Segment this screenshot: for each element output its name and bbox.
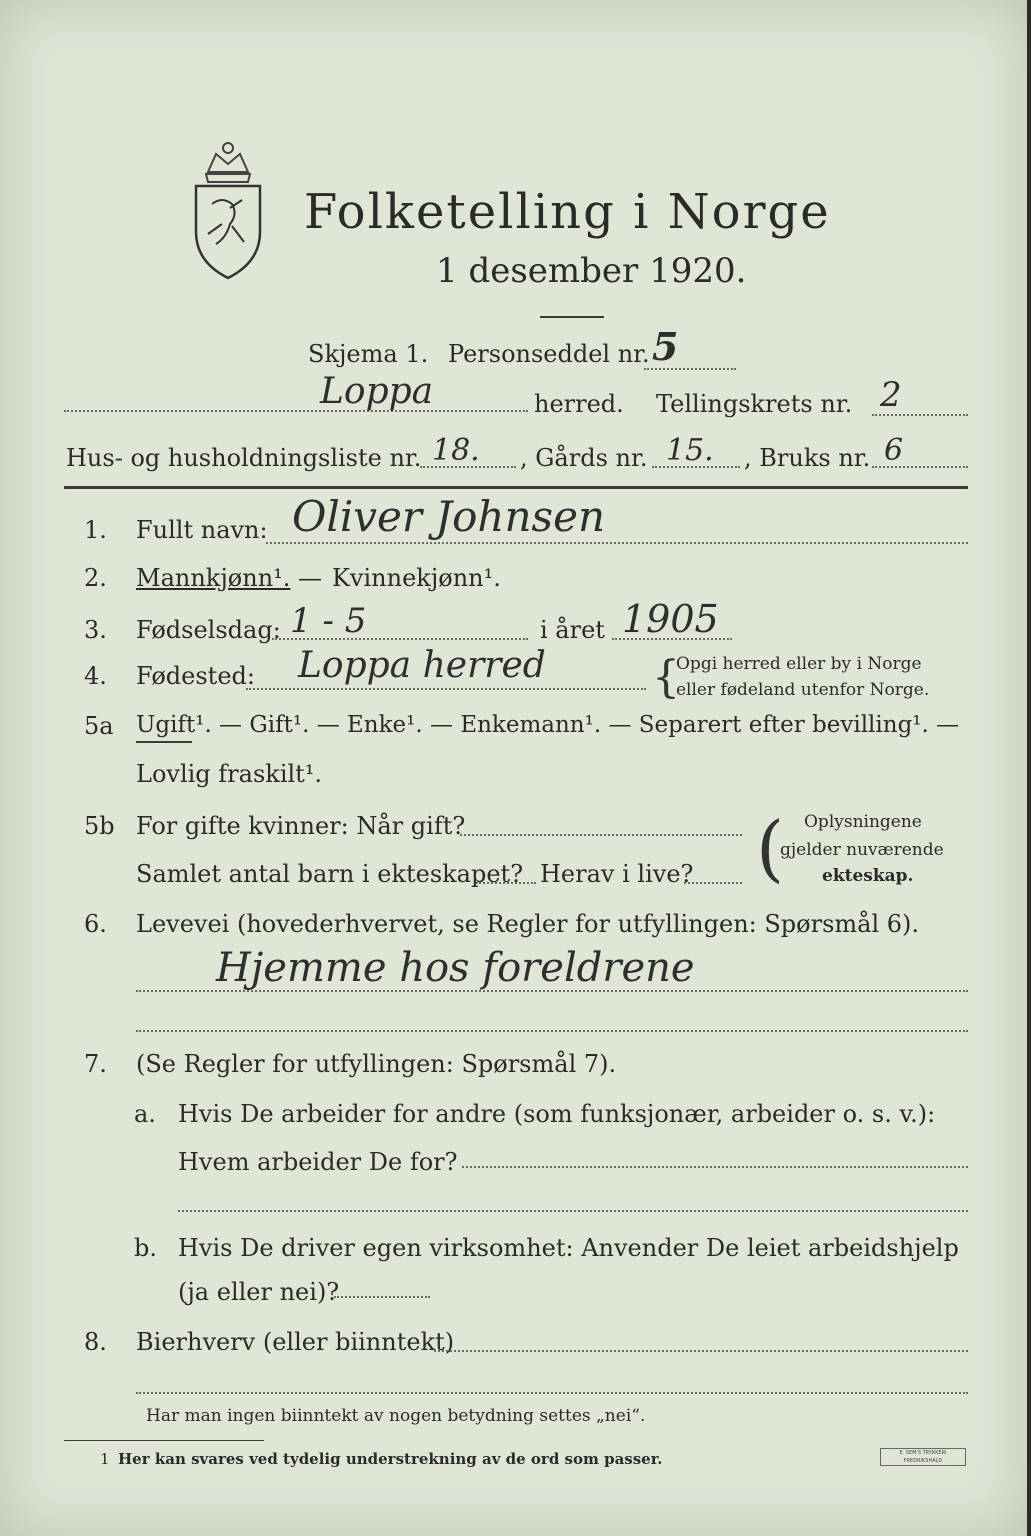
- q5b-brace: (: [756, 806, 785, 890]
- personseddel-label: Personseddel nr.: [448, 340, 650, 368]
- q7-number: 7.: [84, 1050, 107, 1078]
- gards-line: [652, 466, 740, 468]
- q3-birthday-line: [272, 638, 528, 640]
- q2-separator: —: [298, 564, 322, 592]
- footer-rule: [64, 1440, 264, 1441]
- q6-line1: [136, 990, 968, 992]
- footnote-number: 1: [100, 1450, 110, 1468]
- census-date: 1 desember 1920.: [436, 251, 747, 291]
- q5b-married-line: [460, 834, 742, 836]
- q3-year-label: i året: [540, 616, 605, 644]
- q7a-letter: a.: [134, 1100, 156, 1128]
- coat-of-arms-emblem: [186, 134, 270, 284]
- bruks-line: [872, 466, 968, 468]
- husholdningsliste-value[interactable]: 18.: [432, 433, 480, 468]
- q4-label: Fødested:: [136, 662, 255, 690]
- q7b-answer-line: [334, 1296, 430, 1298]
- q4-number: 4.: [84, 662, 107, 690]
- printer-stamp-text: E. SEM'S TRYKKERI FREDRIKSHALD: [899, 1450, 947, 1464]
- form-title: Folketelling i Norge: [304, 184, 831, 240]
- q8-answer-line: [434, 1350, 968, 1352]
- q4-note-line2: eller fødeland utenfor Norge.: [676, 680, 930, 700]
- q3-birthday-value[interactable]: 1 - 5: [290, 601, 367, 641]
- schema-label: Skjema 1.: [308, 340, 429, 368]
- q5a-number: 5a: [84, 712, 114, 740]
- q8-label: Bierhverv (eller biinntekt): [136, 1328, 455, 1356]
- q5b-note-line2: gjelder nuværende: [780, 840, 944, 860]
- footnote-text: Her kan svares ved tydelig understrekning av de ord som passer.: [118, 1450, 663, 1468]
- q4-note-line1: Opgi herred eller by i Norge: [676, 654, 922, 674]
- gards-value[interactable]: 15.: [666, 433, 714, 468]
- q4-birthplace-value[interactable]: Loppa herred: [298, 645, 546, 686]
- bruks-value[interactable]: 6: [884, 433, 904, 468]
- herred-label: herred.: [534, 390, 624, 418]
- q1-line: [266, 542, 968, 544]
- tellingskrets-label: Tellingskrets nr.: [656, 390, 853, 418]
- q3-label: Fødselsdag:: [136, 616, 281, 644]
- q5b-children-line: [476, 882, 536, 884]
- tellingskrets-line: [872, 414, 968, 416]
- q6-line2: [136, 1030, 968, 1032]
- q6-label: Levevei (hovederhvervet, se Regler for utfyllingen: Spørsmål 6).: [136, 910, 920, 938]
- q1-label: Fullt navn:: [136, 516, 268, 544]
- q1-full-name-value[interactable]: Oliver Johnsen: [292, 492, 605, 541]
- q7a-line1: Hvis De arbeider for andre (som funksjonær, arbeider o. s. v.):: [178, 1100, 936, 1128]
- q5b-note-line3: ekteskap.: [822, 866, 914, 886]
- q7b-letter: b.: [134, 1234, 157, 1262]
- gards-label: , Gårds nr.: [520, 444, 648, 472]
- q5b-alive-label: Herav i live?: [540, 860, 694, 888]
- q6-number: 6.: [84, 910, 107, 938]
- q8-number: 8.: [84, 1328, 107, 1356]
- q3-year-line: [612, 638, 732, 640]
- q5b-number: 5b: [84, 812, 115, 840]
- q5b-note-line1: Oplysningene: [804, 812, 922, 832]
- personseddel-line: [644, 368, 736, 370]
- q5b-children-label: Samlet antal barn i ekteskapet?: [136, 860, 524, 888]
- q5a-marital-options[interactable]: Ugift¹. — Gift¹. — Enke¹. — Enkemann¹. — Separert efter bevilling¹. —: [136, 712, 960, 738]
- q7b-line1: Hvis De driver egen virksomhet: Anvender De leiet arbeidshjelp: [178, 1234, 959, 1262]
- herred-value[interactable]: Loppa: [320, 371, 434, 412]
- q5b-alive-line: [684, 882, 742, 884]
- q7a-answer-line: [462, 1166, 968, 1168]
- q2-female-option[interactable]: Kvinnekjønn¹.: [332, 564, 501, 592]
- husholdningsliste-label: Hus- og husholdningsliste nr.: [66, 444, 422, 472]
- q3-number: 3.: [84, 616, 107, 644]
- q7a-answer-line2: [178, 1210, 968, 1212]
- q7-label: (Se Regler for utfyllingen: Spørsmål 7).: [136, 1050, 617, 1078]
- header-separator: [64, 486, 968, 489]
- q5a-ugift-underline: [136, 741, 192, 743]
- q4-line: [246, 688, 646, 690]
- q6-occupation-value[interactable]: Hjemme hos foreldrene: [216, 945, 695, 991]
- title-divider: [540, 316, 604, 318]
- personseddel-value[interactable]: 5: [652, 324, 679, 369]
- footer-note: Har man ingen biinntekt av nogen betydning settes „nei“.: [146, 1406, 646, 1426]
- q4-brace: {: [652, 652, 680, 703]
- bruks-label: , Bruks nr.: [744, 444, 871, 472]
- q2-male-option[interactable]: Mannkjønn¹.: [136, 564, 291, 592]
- printer-stamp: [880, 1448, 966, 1466]
- q3-year-value[interactable]: 1905: [622, 597, 719, 641]
- q7b-line2: (ja eller nei)?: [178, 1278, 340, 1306]
- tellingskrets-value[interactable]: 2: [880, 375, 902, 415]
- q8-answer-line2: [136, 1392, 968, 1394]
- q1-number: 1.: [84, 516, 107, 544]
- hus-line: [420, 466, 516, 468]
- q7a-line2: Hvem arbeider De for?: [178, 1148, 458, 1176]
- q5a-divorced-option[interactable]: Lovlig fraskilt¹.: [136, 760, 323, 788]
- q2-number: 2.: [84, 564, 107, 592]
- q5b-married-label: For gifte kvinner: Når gift?: [136, 812, 466, 840]
- herred-line: [64, 410, 528, 412]
